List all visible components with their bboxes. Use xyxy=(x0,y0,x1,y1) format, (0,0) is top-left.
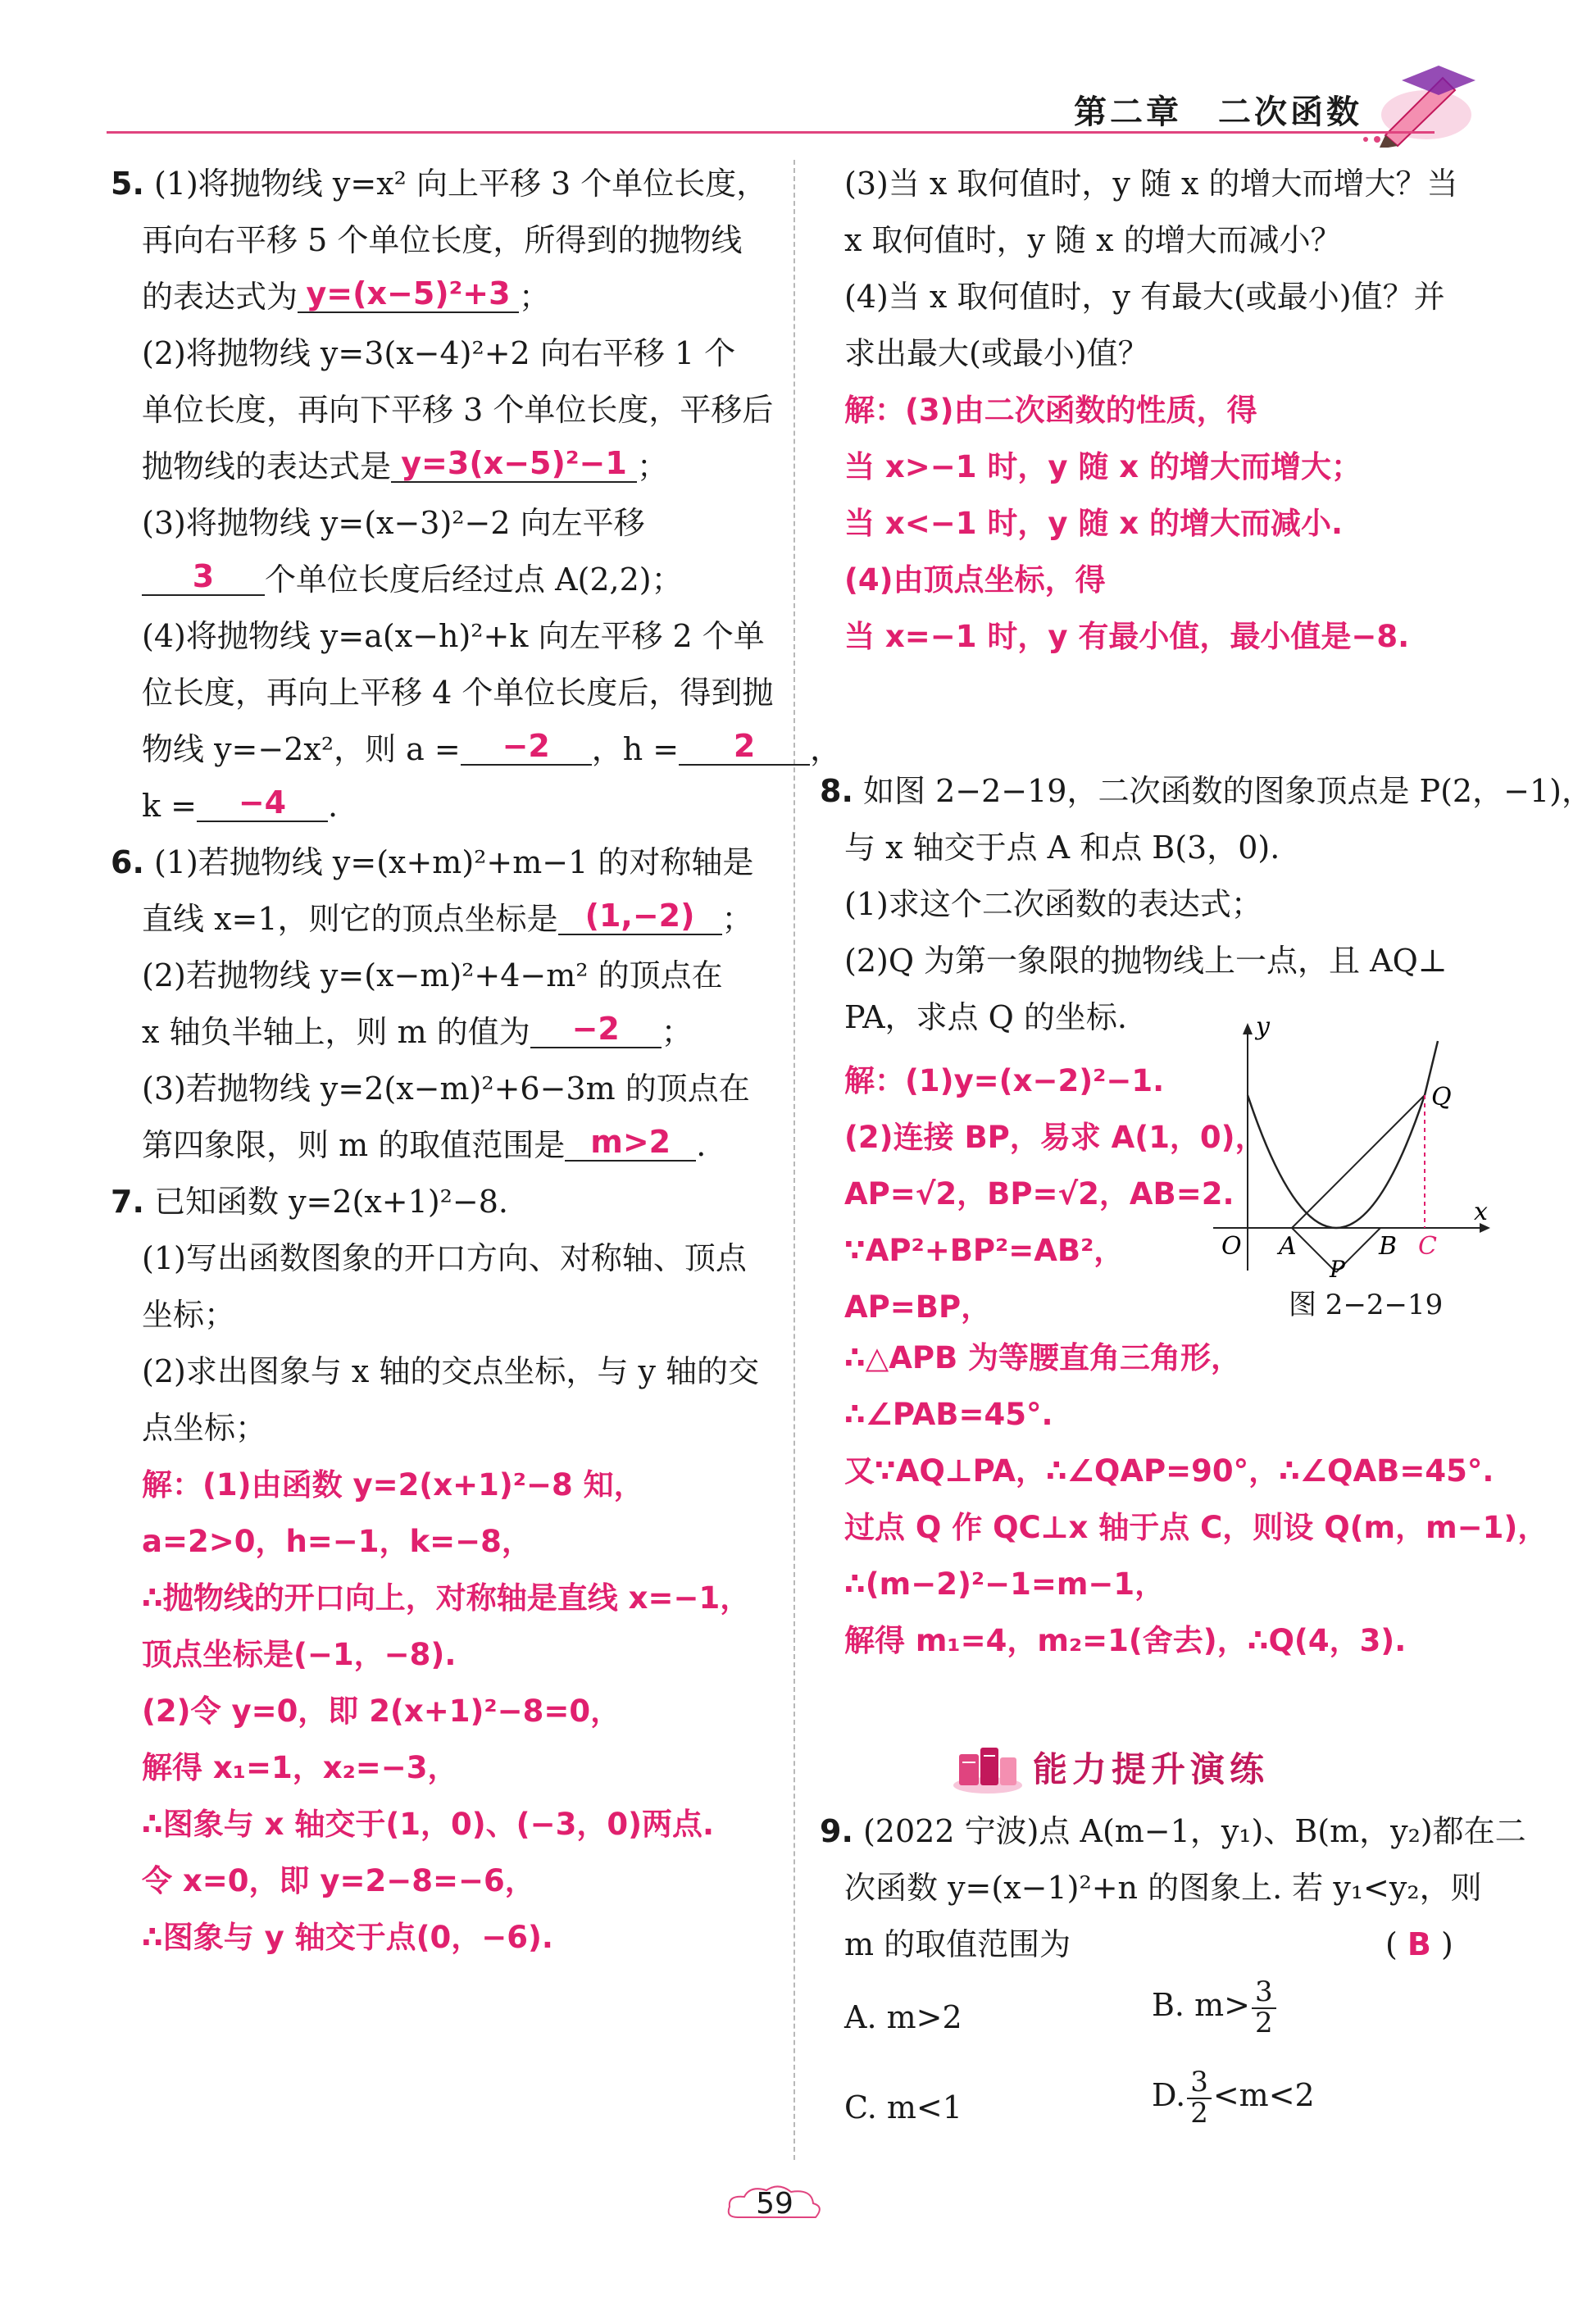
q7-solution2-line: 当 x=−1 时，y 有最小值，最小值是−8. xyxy=(844,619,1410,654)
q7-line-3: 坐标； xyxy=(142,1297,236,1333)
right-column xyxy=(820,156,1593,1046)
q8-line-3: (1)求这个二次函数的表达式； xyxy=(844,886,1262,922)
q8-solution-line: ∴(m−2)²−1=m−1， xyxy=(844,1566,1166,1602)
q5-2-answer: y=3(x−5)²−1 xyxy=(391,447,637,483)
q6-line-4: x 轴负半轴上，则 m 的值为 −2 ； xyxy=(142,1011,693,1050)
q5-3-answer: 3 xyxy=(142,560,265,596)
q7-solution2-line: 当 x>−1 时，y 随 x 的增大而增大； xyxy=(844,449,1362,484)
q7-line-5: 点坐标； xyxy=(142,1410,267,1446)
q7-line-2: (1)写出函数图象的开口方向、对称轴、顶点 xyxy=(142,1240,747,1276)
label-o: O xyxy=(1221,1232,1242,1261)
chapter-title: 第二章 二次函数 xyxy=(1074,93,1362,131)
q6-3-answer: m>2 xyxy=(565,1125,696,1162)
q7-solution-line: ∴抛物线的开口向上，对称轴是直线 x=−1， xyxy=(142,1580,751,1616)
q8-line-2: 与 x 轴交于点 A 和点 B(3，0). xyxy=(844,830,1280,866)
q9-options-row-2 xyxy=(820,2063,1484,2153)
q7-solution-line: a=2>0，h=−1，k=−8， xyxy=(142,1524,532,1559)
q6-2-answer: −2 xyxy=(530,1012,662,1048)
q8-solution-side xyxy=(844,1052,1266,1335)
q5-4-answer-a: −2 xyxy=(461,730,592,766)
q7-solution2-line: (4)由顶点坐标，得 xyxy=(844,562,1106,598)
q6-line-1: 6. (1)若抛物线 y=(x+m)²+m−1 的对称轴是 xyxy=(111,844,754,880)
q7-solution2-line: 解：(3)由二次函数的性质，得 xyxy=(844,393,1257,428)
q5-line-10: 位长度，再向上平移 4 个单位长度后，得到抛 xyxy=(142,675,774,711)
label-p: P xyxy=(1330,1256,1345,1279)
label-c: C xyxy=(1418,1232,1437,1261)
q8-solution-line: (2)连接 BP，易求 A(1，0)， xyxy=(844,1120,1266,1155)
q8-solution-line: 过点 Q 作 QC⊥x 轴于点 C，则设 Q(m，m−1)， xyxy=(844,1510,1548,1545)
q6-line-2: 直线 x=1，则它的顶点坐标是 (1,−2) ； xyxy=(142,898,753,937)
books-icon xyxy=(951,1738,1025,1795)
q5-line-5: 单位长度，再向下平移 3 个单位长度，平移后 xyxy=(142,392,774,428)
pencil-icon xyxy=(1361,57,1484,148)
header-divider xyxy=(107,131,1435,134)
q5-line-4: (2)将抛物线 y=3(x−4)²+2 向右平移 1 个 xyxy=(142,335,736,371)
q9-answer: B xyxy=(1407,1926,1431,1962)
q5-4-answer-h: 2 xyxy=(679,730,810,766)
section-banner xyxy=(951,1738,1410,1795)
q7-line-8: (4)当 x 取何值时，y 有最大(或最小)值？并 xyxy=(844,279,1445,315)
q8-solution-line: 又∵AQ⊥PA，∴∠QAP=90°，∴∠QAB=45°. xyxy=(844,1453,1494,1489)
q8-solution-line: ∴△APB 为等腰直角三角形， xyxy=(844,1340,1242,1375)
question-9 xyxy=(820,1803,1526,2153)
q7-solution2-line: 当 x<−1 时，y 随 x 的增大而减小. xyxy=(844,506,1344,541)
page-number: 59 xyxy=(756,2187,793,2221)
q5-line-8: 3 个单位长度后经过点 A(2,2)； xyxy=(111,552,766,608)
segment-aq xyxy=(1292,1095,1425,1228)
q7-solution-line: ∴图象与 y 轴交于点(0，−6). xyxy=(142,1920,553,1955)
q7-solution-line: (2)令 y=0，即 2(x+1)²−8=0， xyxy=(142,1694,621,1729)
column-divider xyxy=(793,160,795,2160)
q6-line-6: 第四象限，则 m 的取值范围是 m>2 . xyxy=(142,1124,707,1163)
q8-solution-line: ∵AP²+BP²=AB²， xyxy=(844,1233,1125,1268)
q9-answer-bracket: ( B ) xyxy=(1385,1926,1453,1962)
q5-line-3: 的表达式为 y=(x−5)²+3 ； xyxy=(142,275,551,315)
q9-line-2: 次函数 y=(x−1)²+n 的图象上. 若 y₁<y₂，则 xyxy=(844,1870,1482,1906)
y-axis-arrow xyxy=(1243,1023,1253,1034)
figure-caption: 图 2−2−19 xyxy=(1289,1289,1444,1321)
q6-line-5: (3)若抛物线 y=2(x−m)²+6−3m 的顶点在 xyxy=(142,1071,750,1107)
label-a: A xyxy=(1279,1232,1297,1261)
q8-solution-line: ∴∠PAB=45°. xyxy=(844,1397,1053,1432)
q8-solution-line: AP=√2，BP=√2，AB=2. xyxy=(844,1176,1235,1212)
q6-1-answer: (1,−2) xyxy=(558,899,722,935)
page-number-badge xyxy=(721,2180,828,2230)
q9-line-1: 9. (2022 宁波)点 A(m−1，y₁)、B(m，y₂)都在二 xyxy=(820,1813,1526,1849)
q7-solution-line: 解：(1)由函数 y=2(x+1)²−8 知， xyxy=(142,1467,644,1503)
q9-option-b: B. m> $\frac{3}{2}$ xyxy=(1152,1977,1278,2038)
q5-line-7: (3)将抛物线 y=(x−3)²−2 向左平移 xyxy=(142,505,645,541)
q7-line-9: 求出最大(或最小)值？ xyxy=(844,335,1149,371)
parabola-figure xyxy=(1197,1016,1492,1279)
parabola-curve xyxy=(1248,1041,1438,1228)
label-b: B xyxy=(1379,1232,1398,1261)
q5-line-2: 再向右平移 5 个单位长度，所得到的抛物线 xyxy=(142,222,743,258)
q5-line-11: 物线 y=−2x²，则 a = −2 ，h = 2 ， xyxy=(142,728,842,767)
q7-line-6: (3)当 x 取何值时，y 随 x 的增大而增大？当 xyxy=(844,166,1458,202)
q7-solution-line: 解得 x₁=1，x₂=−3， xyxy=(142,1750,458,1785)
q7-solution-line: 令 x=0，即 y=2−8=−6， xyxy=(142,1863,535,1898)
q8-solution-line: 解得 m₁=4，m₂=1(舍去)，∴Q(4，3). xyxy=(844,1623,1407,1658)
q5-line-9: (4)将抛物线 y=a(x−h)²+k 向左平移 2 个单 xyxy=(142,618,765,654)
q5-1-answer: y=(x−5)²+3 xyxy=(298,277,519,313)
q5-line-12: k = −4 . xyxy=(142,784,339,824)
left-column xyxy=(111,156,842,1966)
q8-line-1: 8. 如图 2−2−19，二次函数的图象顶点是 P(2，−1)， xyxy=(820,773,1593,809)
label-q: Q xyxy=(1431,1083,1452,1112)
q7-line-4: (2)求出图象与 x 轴的交点坐标，与 y 轴的交 xyxy=(142,1353,760,1389)
q8-solution-rest xyxy=(844,1330,1548,1669)
q9-option-d: D. $\frac{3}{2}$ <m<2 xyxy=(1152,2065,1315,2130)
q7-line-1: 7. 已知函数 y=2(x+1)²−8. xyxy=(111,1184,508,1220)
q6-line-3: (2)若抛物线 y=(x−m)²+4−m² 的顶点在 xyxy=(142,957,723,993)
q9-option-a: A. m>2 xyxy=(844,1999,962,2035)
q7-line-7: x 取何值时，y 随 x 的增大而减小？ xyxy=(844,222,1342,258)
q5-4-answer-k: −4 xyxy=(197,786,328,822)
q7-solution-line: ∴图象与 x 轴交于(1，0)、(−3，0)两点. xyxy=(142,1807,715,1842)
q9-options-row-1 xyxy=(820,1973,1484,2063)
section-title: 能力提升演练 xyxy=(1033,1749,1270,1789)
q5-line-6: 抛物线的表达式是 y=3(x−5)²−1 ； xyxy=(142,445,669,484)
q7-solution-line: 顶点坐标是(−1，−8). xyxy=(142,1637,457,1672)
label-y: y xyxy=(1256,1016,1270,1041)
q8-line-4: (2)Q 为第一象限的抛物线上一点，且 AQ⊥ xyxy=(844,943,1448,979)
q9-line-3: m 的取值范围为 ( B ) xyxy=(820,1916,1484,1973)
q8-solution-line: 解：(1)y=(x−2)²−1. xyxy=(844,1063,1165,1098)
q8-line-5: PA，求点 Q 的坐标. xyxy=(844,999,1127,1035)
q8-solution-line: AP=BP， xyxy=(844,1289,992,1325)
q9-option-c: C. m<1 xyxy=(844,2089,962,2125)
label-x: x xyxy=(1474,1198,1488,1226)
q5-line-1: 5. (1)将抛物线 y=x² 向上平移 3 个单位长度， xyxy=(111,166,768,202)
